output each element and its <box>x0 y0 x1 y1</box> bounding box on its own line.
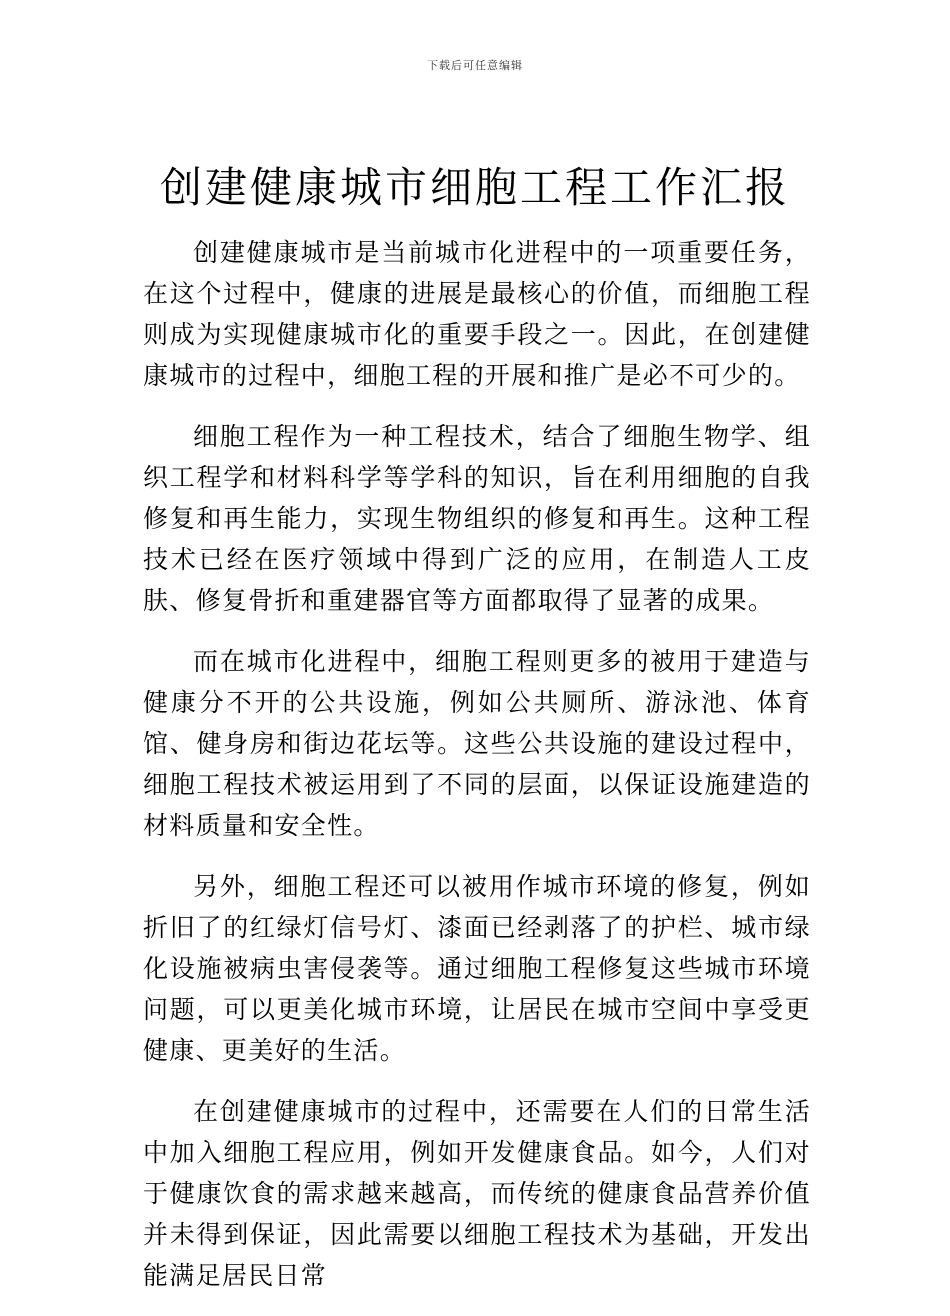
document-body <box>143 232 811 1316</box>
paragraph-3: 而在城市化进程中，细胞工程则更多的被用于建造与健康分不开的公共设施，例如公共厕所、游泳池、体育馆、健身房和街边花坛等。这些公共设施的建设过程中，细胞工程技术被运用到了不同的层面，以保证设施建造的材料质量和安全性。 <box>143 647 811 840</box>
paragraph-4: 另外，细胞工程还可以被用作城市环境的修复，例如折旧了的红绿灯信号灯、漆面已经剥落了的护栏、城市绿化设施被病虫害侵袭等。通过细胞工程修复这些城市环境问题，可以更美化城市环境，让居民在城市空间中享受更健康、更美好的生活。 <box>143 872 811 1065</box>
paragraph-2: 细胞工程作为一种工程技术，结合了细胞生物学、组织工程学和材料科学等学科的知识，旨在利用细胞的自我修复和再生能力，实现生物组织的修复和再生。这种工程技术已经在医疗领域中得到广泛的应用，在制造人工皮肤、修复骨折和重建器官等方面都取得了显著的成果。 <box>143 422 811 615</box>
document-title: 创建健康城市细胞工程工作汇报 <box>159 163 790 212</box>
paragraph-5: 在创建健康城市的过程中，还需要在人们的日常生活中加入细胞工程应用，例如开发健康食品。如今，人们对于健康饮食的需求越来越高，而传统的健康食品营养价值并未得到保证，因此需要以细胞工程技术为基础，开发出能满足居民日常 <box>143 1097 811 1290</box>
page-header-note: 下载后可任意编辑 <box>427 59 523 72</box>
paragraph-1: 创建健康城市是当前城市化进程中的一项重要任务，在这个过程中，健康的进展是最核心的价值，而细胞工程则成为实现健康城市化的重要手段之一。因此，在创建健康城市的过程中，细胞工程的开展和推广是必不可少的。 <box>143 238 811 390</box>
